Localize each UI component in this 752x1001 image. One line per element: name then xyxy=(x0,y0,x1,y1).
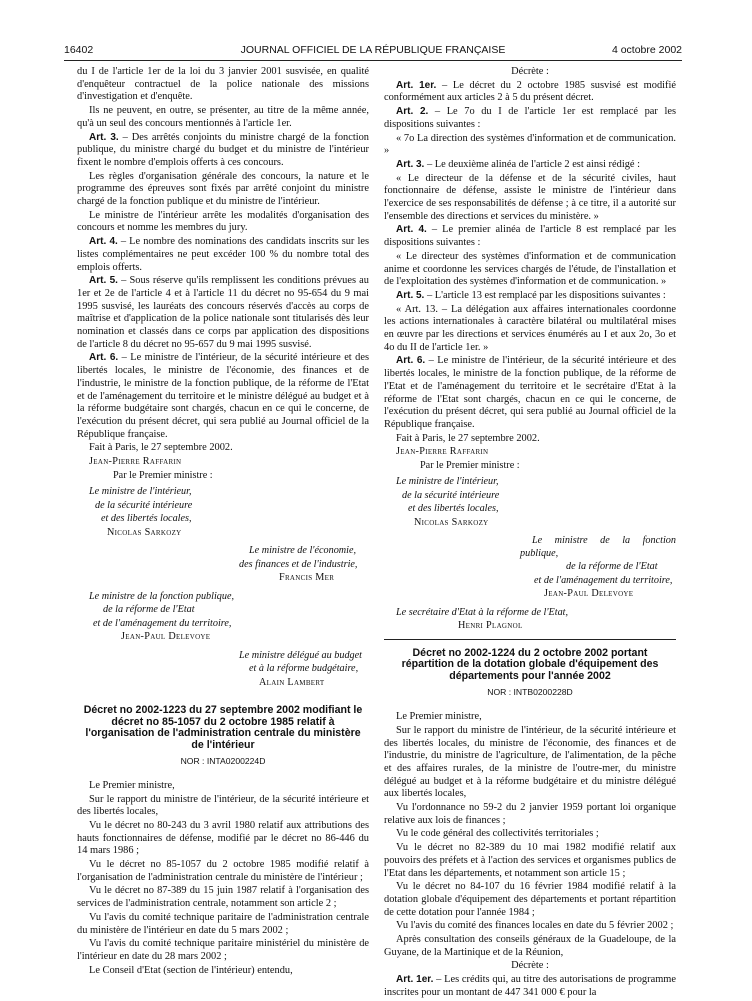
article-1 xyxy=(384,80,676,105)
section-divider xyxy=(384,639,676,640)
signatory-name: Jean-Pierre Raffarin xyxy=(89,456,182,468)
paragraph: Vu le décret no 82-389 du 10 mai 1982 modifié relatif aux pouvoirs des préfets et à l'action des services et organismes publics de l'Etat dans les départements, et notamment son article 15 ; xyxy=(384,842,676,879)
decree-title: Décret no 2002-1223 du 27 septembre 2002 modifiant le décret no 85-1057 du 2 octobre 1985 relatif à l'organisation de l'administration centrale du ministère de l'intérieur xyxy=(83,704,363,751)
right-column xyxy=(384,66,676,1001)
left-column xyxy=(77,66,369,978)
paragraph: Vu l'avis du comité technique paritaire ministériel du ministère de l'intérieur en date du 28 mars 2002 ; xyxy=(77,938,369,962)
signatory-name: Jean-Paul Delevoye xyxy=(544,588,634,600)
signatory-title: Le ministre délégué au budget xyxy=(239,649,362,661)
signatory-title: et de l'aménagement du territoire, xyxy=(534,574,673,586)
article-text: – Sous réserve qu'ils remplissent les conditions prévues au 1er et 2e de l'article 4 et à l'article 11 du décret no 95-654 du 9 mai 1995 susvisé, les lauréats des concours réservés d'accès au corps de maîtrise et d'application de la police nationale sont titularisés dès leur nomination et classés dans ce corps par application des dispositions de l'article 8 du décret no 95-657 du 9 mai 1995 susvisé. xyxy=(77,275,369,350)
article-label: Art. 4. xyxy=(89,236,118,248)
paragraph: Vu le décret no 80-243 du 3 avril 1980 relatif aux attributions des hauts fonctionnaires de défense, modifié par le décret no 86-446 du 14 mars 1986 ; xyxy=(77,819,369,857)
paragraph: Les règles d'organisation générale des concours, la nature et le programme des épreuves sont fixés par arrêté conjoint du ministre chargé de la fonction publique et du ministre de l'intérieur. xyxy=(77,170,369,208)
signatory-title: de la sécurité intérieure xyxy=(95,499,193,511)
issue-date: 4 octobre 2002 xyxy=(611,44,682,56)
article-2 xyxy=(384,106,676,131)
article-text: – Le ministre de l'intérieur, de la sécurité intérieure et des libertés locales, le ministre de la fonction publique, de la réforme de l'Etat et de l'aménagement du territoire et le secrétaire d'Etat à la réforme de l'Etat sont chargés, chacun en ce qui le concerne, de l'exécution du présent décret, qui sera publié au Journal officiel de la République française. xyxy=(384,355,676,430)
paragraph: Le Conseil d'Etat (section de l'intérieur) entendu, xyxy=(89,964,293,976)
signature-intro: Par le Premier ministre : xyxy=(420,459,520,471)
paragraph: Vu l'avis du comité des finances locales en date du 5 février 2002 ; xyxy=(396,920,674,932)
article-text: – Le ministre de l'intérieur, de la sécurité intérieure et des libertés locales, le ministre de l'économie, des finances et de l'industrie, le ministre de la fonction publique, de la réforme de l'Etat et de l'aménagement du territoire et le ministre délégué au budget et à la réforme budgétaire sont chargés, chacun en ce qui le concerne, de l'exécution du présent décret, qui sera publié au Journal officiel de la République française. xyxy=(77,352,369,440)
article-label: Art. 1er. xyxy=(396,974,434,986)
nor-reference: NOR : INTA0200224D xyxy=(180,756,266,767)
article-text: – Les crédits qui, au titre des autorisations de programme inscrites pour un montant de 447 341 000 € pour la xyxy=(384,974,676,998)
quoted-text: « 7o La direction des systèmes d'information et de communication. » xyxy=(384,132,676,157)
signature-block xyxy=(77,591,369,644)
paragraph: Ils ne peuvent, en outre, se présenter, au titre de la même année, qu'à un seul des concours mentionnés à l'article 1er. xyxy=(77,105,369,129)
signatory-title: de la réforme de l'Etat xyxy=(566,561,658,573)
signatory-name: Henri Plagnol xyxy=(458,620,523,632)
page-header xyxy=(64,44,682,58)
article-label: Art. 3. xyxy=(396,158,425,170)
article-label: Art. 5. xyxy=(396,289,425,301)
paragraph: Vu l'avis du comité technique paritaire de l'administration centrale du ministère de l'intérieur en date du 5 mars 2002 ; xyxy=(77,911,369,936)
paragraph: Vu le code général des collectivités territoriales ; xyxy=(396,828,599,840)
article-label: Art. 5. xyxy=(89,275,118,287)
article-text: – Le 7o du I de l'article 1er est remplacé par les dispositions suivantes : xyxy=(384,106,676,130)
paragraph: Vu le décret no 87-389 du 15 juin 1987 relatif à l'organisation des services de l'administration centrale, notamment son article 2 ; xyxy=(77,885,369,910)
article-4 xyxy=(384,224,676,249)
decrete-heading: Décrète : xyxy=(511,960,549,972)
paragraph: Le ministre de l'intérieur arrête les modalités d'organisation des concours et nomme les membres du jury. xyxy=(77,209,369,234)
signatory-title: de la sécurité intérieure xyxy=(402,489,500,501)
decrete-heading: Décrète : xyxy=(511,66,549,77)
signatory-name: Nicolas Sarkozy xyxy=(414,516,489,528)
page-number: 16402 xyxy=(64,44,94,56)
signatory-title: Le ministre de la fonction publique, xyxy=(89,590,235,602)
paragraph: Sur le rapport du ministre de l'intérieur, de la sécurité intérieure et des libertés locales, xyxy=(77,793,369,818)
article-text: – Le deuxième alinéa de l'article 2 est ainsi rédigé : xyxy=(424,158,641,170)
article-3 xyxy=(77,132,369,170)
signature-block xyxy=(77,650,369,690)
article-text: – Des arrêtés conjoints du ministre chargé de la fonction publique, du ministre chargé du budget et du ministre de l'intérieur fixent le nombre d'emplois offerts à ces concours. xyxy=(77,131,370,168)
paragraph: Après consultation des conseils généraux de la Guadeloupe, de la Guyane, de la Martinique et de la Réunion, xyxy=(384,934,676,958)
article-text: – Le décret du 2 octobre 1985 susvisé est modifié conformément aux articles 2 à 5 du présent décret. xyxy=(384,79,676,104)
signatory-title: et des libertés locales, xyxy=(101,513,192,525)
decree-title: Décret no 2002-1224 du 2 octobre 2002 portant répartition de la dotation globale d'équipement des départements pour l'année 2002 xyxy=(401,646,659,682)
paragraph: Vu le décret no 85-1057 du 2 octobre 1985 modifié relatif à l'organisation de l'administration centrale du ministère de l'intérieur ; xyxy=(77,859,369,883)
signatory-name: Nicolas Sarkozy xyxy=(107,526,182,538)
signature-block xyxy=(77,486,369,539)
paragraph: Le Premier ministre, xyxy=(89,779,175,791)
signatory-title: Le ministre de la fonction publique, xyxy=(520,535,676,559)
article-3 xyxy=(384,159,676,172)
signature-place-date: Fait à Paris, le 27 septembre 2002. xyxy=(89,442,233,454)
header-rule xyxy=(64,60,682,61)
nor-reference: NOR : INTB0200228D xyxy=(487,687,573,698)
article-6 xyxy=(384,355,676,431)
article-label: Art. 6. xyxy=(89,352,119,364)
article-label: Art. 4. xyxy=(396,224,427,236)
quoted-text: « Le directeur de la défense et de la sécurité civiles, haut fonctionnaire de défense, assiste le ministre de l'intérieur dans l'exercice de ses responsabilités de défense ; à ce titre, il a autorité sur l'ensemble des directions et services du ministère. » xyxy=(384,172,676,222)
signatory-title: Le ministre de l'économie, xyxy=(249,545,357,557)
paragraph: Le Premier ministre, xyxy=(396,711,482,723)
article-5 xyxy=(77,275,369,351)
article-text: – L'article 13 est remplacé par les dispositions suivantes : xyxy=(424,289,666,301)
signature-block xyxy=(384,535,676,601)
quoted-text: « Le directeur des systèmes d'information et de communication anime et coordonne les services chargés de l'étude, de l'installation et de l'exploitation des systèmes d'information et de communication. » xyxy=(384,250,676,288)
signature-place-date: Fait à Paris, le 27 septembre 2002. xyxy=(396,432,540,444)
article-label: Art. 3. xyxy=(89,131,119,143)
signature-block xyxy=(384,476,676,529)
article-5 xyxy=(384,290,676,303)
signature-intro: Par le Premier ministre : xyxy=(113,469,213,481)
signatory-name: Francis Mer xyxy=(279,572,335,584)
signatory-title: Le ministre de l'intérieur, xyxy=(89,486,192,498)
quoted-text: « Art. 13. – La délégation aux affaires internationales coordonne les actions internationales à caractère bilatéral ou multilatéral mises en œuvre par les directions et services énumérés au I et aux 2o, 3o et 4o du II de l'article 1er. » xyxy=(384,303,676,353)
signatory-title: et de l'aménagement du territoire, xyxy=(93,617,232,629)
article-6 xyxy=(77,352,369,441)
signatory-name: Alain Lambert xyxy=(259,676,325,688)
signatory-title: Le secrétaire d'Etat à la réforme de l'Etat, xyxy=(396,606,569,618)
signature-block xyxy=(384,607,676,633)
signatory-name: Jean-Pierre Raffarin xyxy=(396,446,489,458)
article-label: Art. 1er. xyxy=(396,79,437,91)
journal-title: JOURNAL OFFICIEL DE LA RÉPUBLIQUE FRANÇAISE xyxy=(240,44,506,56)
signatory-title: et à la réforme budgétaire, xyxy=(249,663,359,675)
signatory-title: Le ministre de l'intérieur, xyxy=(396,476,499,488)
signatory-name: Jean-Paul Delevoye xyxy=(121,631,211,643)
signatory-title: de la réforme de l'Etat xyxy=(103,604,195,616)
paragraph: Vu l'ordonnance no 59-2 du 2 janvier 1959 portant loi organique relative aux lois de finances ; xyxy=(384,802,676,826)
paragraph: du I de l'article 1er de la loi du 3 janvier 2001 susvisée, en qualité d'enquêteur contractuel de la police nationale des missions d'investigation et d'enquête. xyxy=(77,66,369,103)
signatory-title: et des libertés locales, xyxy=(408,503,499,515)
signature-block xyxy=(77,545,369,585)
article-1 xyxy=(384,974,676,999)
article-text: – Le premier alinéa de l'article 8 est remplacé par les dispositions suivantes : xyxy=(384,224,676,249)
article-label: Art. 6. xyxy=(396,355,426,367)
article-4 xyxy=(77,236,369,274)
paragraph: Sur le rapport du ministre de l'intérieur, de la sécurité intérieure et des libertés locales, du ministre de l'économie, des finances et de l'industrie, du ministre de l'agriculture, de l'alimentation, de la pêche et des affaires rurales, de la ministre de l'outre-mer, du ministre délégué au budget et à la réforme budgétaire et du ministre délégué aux libertés locales, xyxy=(384,724,676,800)
article-label: Art. 2. xyxy=(396,106,429,118)
paragraph: Vu le décret no 84-107 du 16 février 1984 modifié relatif à la dotation globale d'équipement des départements et portant répartition de cette dotation pour l'année 1984 ; xyxy=(384,881,676,918)
signatory-title: des finances et de l'industrie, xyxy=(239,558,358,570)
article-text: – Le nombre des nominations des candidats inscrits sur les listes complémentaires ne peut excéder 100 % du nombre total des emplois offerts. xyxy=(77,236,370,273)
